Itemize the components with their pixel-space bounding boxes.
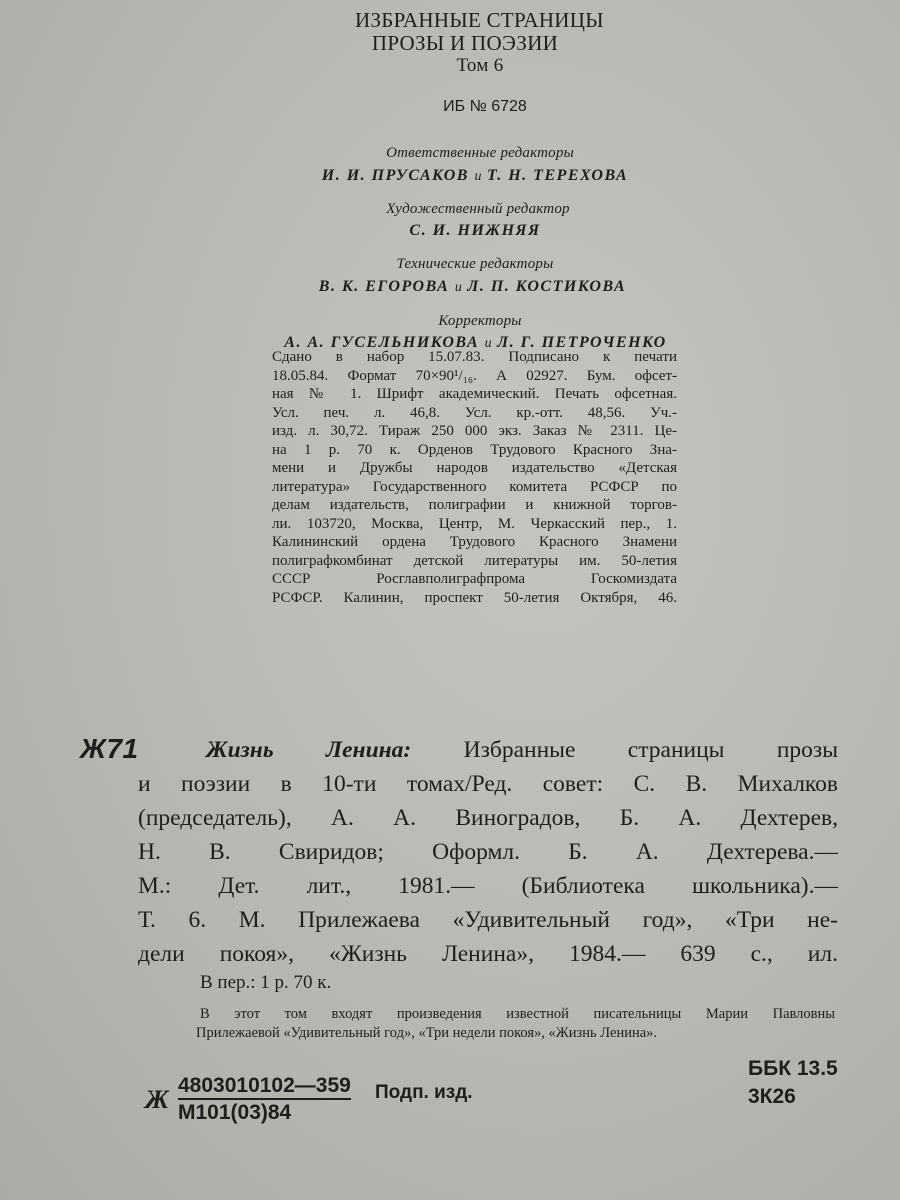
footer-letter: Ж <box>145 1085 169 1114</box>
responsible-editor-1: И. И. ПРУСАКОВ <box>321 167 469 184</box>
price-label: В пер.: 1 р. 70 к. <box>200 972 332 993</box>
bib-line: Т. 6. М. Прилежаева «Удивительный год», «Три не- <box>138 907 838 933</box>
author-sign: 3К26 <box>748 1085 796 1108</box>
bib-line <box>206 733 838 767</box>
colophon-line: делам издательств, полиграфии и книжной торгов- <box>272 497 677 513</box>
annotation-line: В этот том входят произведения известной писательницы Марии Павловны <box>200 1006 835 1022</box>
colophon-line: полиграфкомбинат детской литературы им. 50-летия <box>272 552 677 569</box>
colophon-line: литература» Государственного комитета РСФСР по <box>272 478 677 495</box>
series-title-line1: ИЗБРАННЫЕ СТРАНИЦЫ <box>355 8 604 32</box>
responsible-editors-label: Ответственные редакторы <box>386 145 574 161</box>
series-title-line2: ПРОЗЫ И ПОЭЗИИ <box>371 31 559 55</box>
colophon-line: на 1 р. 70 к. Орденов Трудового Красного Зна- <box>272 441 677 458</box>
proofreaders-label: Корректоры <box>438 313 522 329</box>
bib-line: дели покоя», «Жизнь Ленина», 1984.— 639 с., ил. <box>138 941 838 967</box>
art-editor-label: Художественный редактор <box>386 201 570 217</box>
index-numerator: 4803010102—359 <box>178 1074 351 1100</box>
tech-editor-1: В. К. ЕГОРОВА <box>318 278 450 295</box>
bib-line: (председатель), А. А. Виноградов, Б. А. Дехтерев, <box>138 805 838 831</box>
ib-number: ИБ № 6728 <box>443 98 527 115</box>
conjunction: и <box>454 280 462 295</box>
index-denominator: М101(03)84 <box>178 1101 292 1124</box>
colophon-line: ная № 1. Шрифт академический. Печать офсетная. <box>272 386 677 402</box>
tech-editors-names <box>305 278 640 296</box>
responsible-editor-2: Т. Н. ТЕРЕХОВА <box>486 167 629 184</box>
responsible-editors-names <box>310 167 640 185</box>
bibliographic-entry <box>138 733 838 971</box>
book-subtitle: Избранные страницы прозы <box>463 737 838 763</box>
bib-line: и поэзии в 10-ти томах/Ред. совет: С. В. Михалков <box>138 771 838 797</box>
tech-editor-2: Л. П. КОСТИКОВА <box>467 278 627 295</box>
colophon-line: РСФСР. Калинин, проспект 50-летия Октября, 46. <box>272 589 677 606</box>
proofreader-2: Л. Г. ПЕТРОЧЕНКО <box>497 334 667 351</box>
art-editor-name: С. И. НИЖНЯЯ <box>409 222 541 239</box>
colophon-line: Калининский ордена Трудового Красного Знамени <box>272 534 677 550</box>
conjunction: и <box>474 169 482 184</box>
catalog-code: Ж71 <box>80 733 139 764</box>
tech-editors-label: Технические редакторы <box>396 256 554 272</box>
subscription-label: Подп. изд. <box>375 1082 473 1103</box>
bbk-index: ББК 13.5 <box>748 1057 838 1080</box>
colophon-line: мени и Дружбы народов издательство «Детская <box>272 460 677 476</box>
colophon-line: СССР Росглавполиграфпрома Госкомиздата <box>272 571 677 587</box>
annotation <box>196 1005 835 1043</box>
colophon-text <box>272 348 677 607</box>
proofreader-1: А. А. ГУСЕЛЬНИКОВА <box>284 334 480 351</box>
bib-line: Н. В. Свиридов; Оформл. Б. А. Дехтерева.— <box>138 839 838 865</box>
colophon-line: Сдано в набор 15.07.83. Подписано к печати <box>272 349 677 365</box>
colophon-line: 18.05.84. Формат 70×90¹/₁₆. А 02927. Бум. офсет- <box>272 367 677 384</box>
colophon-line: изд. л. 30,72. Тираж 250 000 экз. Заказ № 2311. Це- <box>272 423 677 439</box>
bib-line: М.: Дет. лит., 1981.— (Библиотека школьника).— <box>138 873 838 899</box>
volume-label: Том 6 <box>456 55 504 76</box>
annotation-line: Прилежаевой «Удивительный год», «Три недели покоя», «Жизнь Ленина». <box>196 1025 658 1041</box>
conjunction: и <box>484 336 492 351</box>
colophon-line: Усл. печ. л. 46,8. Усл. кр.-отт. 48,56. Уч.- <box>272 404 677 421</box>
book-title: Жизнь Ленина: <box>206 737 412 763</box>
colophon-line: ли. 103720, Москва, Центр, М. Черкасский пер., 1. <box>272 515 677 532</box>
